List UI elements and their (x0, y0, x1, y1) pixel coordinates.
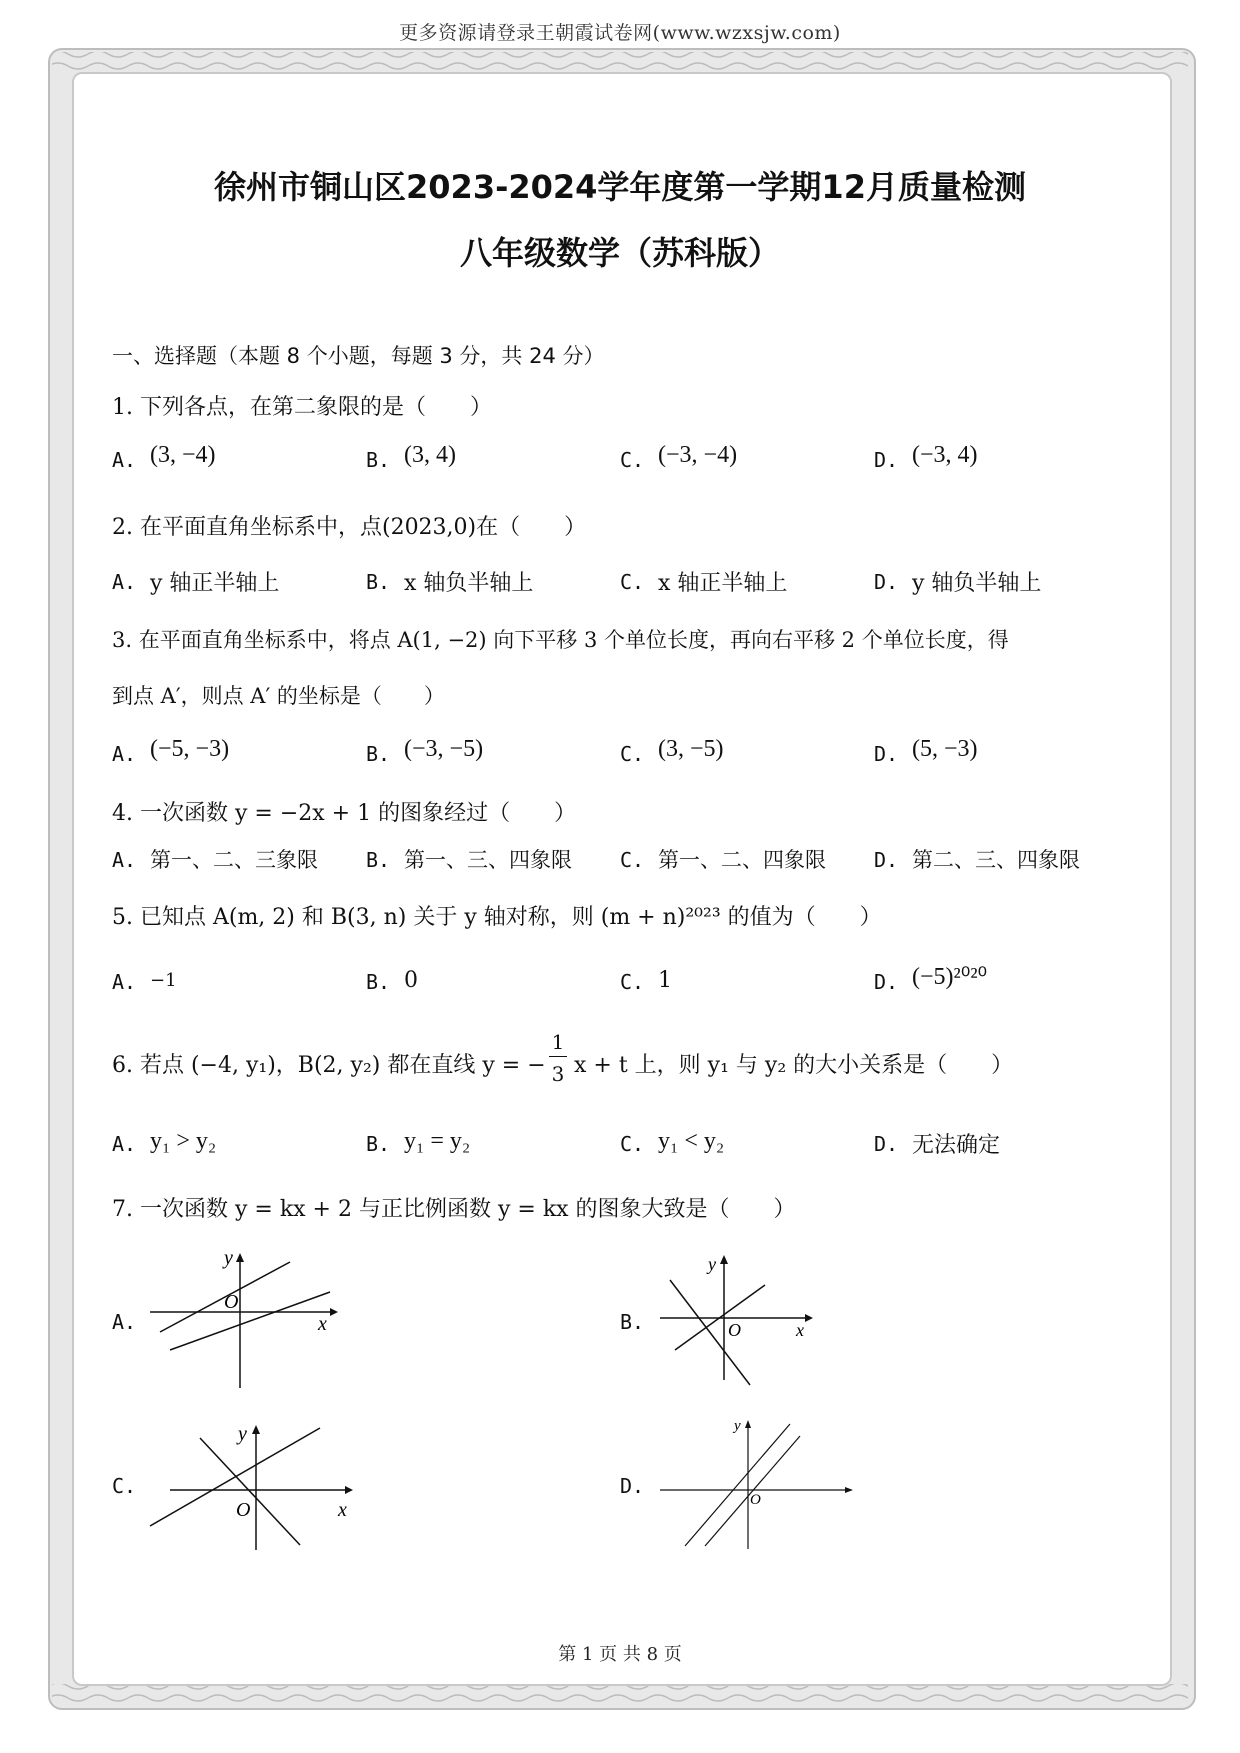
axis-label-y: y (708, 1254, 716, 1274)
question-6-stem-post: x + t 上，则 y₁ 与 y₂ 的大小关系是（ ） (574, 1053, 1014, 1078)
fraction-denominator: 3 (551, 1062, 565, 1086)
option-text: (−5, −3) (150, 736, 230, 762)
question-4-stem: 4. 一次函数 y = −2x + 1 的图象经过（ ） (112, 801, 577, 826)
origin-label: O (224, 1291, 239, 1313)
question-2-stem: 2. 在平面直角坐标系中，点(2023,0)在（ ） (112, 515, 587, 540)
option-letter: A. (112, 970, 137, 994)
question-7-stem: 7. 一次函数 y = kx + 2 与正比例函数 y = kx 的图象大致是（ ） (112, 1197, 796, 1222)
axis-label-y: y (238, 1423, 247, 1445)
option-letter: C. (620, 848, 645, 872)
option-letter: B. (366, 970, 391, 994)
axis-label-x: x (338, 1499, 347, 1521)
page-footer: 第 1 页 共 8 页 (558, 1644, 682, 1665)
option-text: x 轴正半轴上 (658, 571, 788, 596)
axis-label-y: y (224, 1250, 233, 1269)
option-text: (−5)²⁰²⁰ (912, 964, 988, 990)
option-letter: B. (620, 1310, 645, 1334)
option-letter: C. (620, 1132, 645, 1156)
option-text: −1 (150, 970, 177, 991)
section-heading: 一、选择题（本题 8 个小题，每题 3 分，共 24 分） (112, 344, 605, 368)
option-letter: A. (112, 448, 137, 472)
graph-option-b (650, 1250, 850, 1390)
option-text: (3, −5) (658, 736, 724, 762)
option-letter: C. (620, 970, 645, 994)
origin-label: O (750, 1492, 761, 1508)
option-text: 第一、二、四象限 (658, 848, 826, 872)
option-text: (−3, −5) (404, 736, 484, 762)
option-letter: D. (874, 448, 899, 472)
option-text: 第二、三、四象限 (912, 848, 1080, 872)
question-3-stem-line2: 到点 A′，则点 A′ 的坐标是（ ） (112, 684, 445, 708)
question-3-stem-line1: 3. 在平面直角坐标系中，将点 A(1, −2) 向下平移 3 个单位长度，再向右平移 2 个单位长度，得 (112, 628, 1009, 652)
graph-option-a (140, 1250, 340, 1390)
origin-label: O (728, 1320, 741, 1340)
option-text: y 轴正半轴上 (150, 571, 280, 596)
option-letter: C. (620, 742, 645, 766)
option-text: y 轴负半轴上 (912, 571, 1042, 596)
option-text: y₁ = y₂ (404, 1128, 471, 1154)
graph-option-c (140, 1420, 360, 1560)
axis-label-x: x (796, 1320, 804, 1340)
option-letter: B. (366, 570, 391, 594)
site-header: 更多资源请登录王朝霞试卷网(www.wzxsjw.com) (399, 22, 841, 44)
fraction-bar (549, 1056, 567, 1057)
question-1-stem: 1. 下列各点，在第二象限的是（ ） (112, 395, 492, 420)
option-text: y₁ > y₂ (150, 1128, 217, 1154)
option-text: (3, 4) (404, 442, 456, 468)
option-letter: A. (112, 1132, 137, 1156)
axis-label-y: y (734, 1418, 741, 1434)
option-letter: C. (620, 448, 645, 472)
option-text: y₁ < y₂ (658, 1128, 725, 1154)
option-letter: B. (366, 1132, 391, 1156)
option-letter: C. (112, 1474, 137, 1498)
graph-option-d (650, 1414, 860, 1554)
option-letter: A. (112, 742, 137, 766)
option-text: (3, −4) (150, 442, 216, 468)
option-letter: A. (112, 1310, 137, 1334)
option-letter: B. (366, 742, 391, 766)
question-6-stem-pre: 6. 若点 (−4, y₁)，B(2, y₂) 都在直线 y = − (112, 1053, 546, 1078)
exam-title: 徐州市铜山区2023-2024学年度第一学期12月质量检测 (214, 168, 1026, 206)
option-letter: C. (620, 570, 645, 594)
option-letter: D. (874, 570, 899, 594)
exam-subtitle: 八年级数学（苏科版） (459, 234, 780, 272)
option-text: (−3, −4) (658, 442, 738, 468)
option-letter: A. (112, 848, 137, 872)
option-letter: B. (366, 448, 391, 472)
option-text: (5, −3) (912, 736, 978, 762)
option-letter: D. (874, 970, 899, 994)
option-text: 第一、三、四象限 (404, 848, 572, 872)
question-5-stem: 5. 已知点 A(m, 2) 和 B(3, n) 关于 y 轴对称，则 (m + n)²⁰²³ 的值为（ ） (112, 905, 882, 930)
origin-label: O (236, 1499, 251, 1521)
option-text: 1 (658, 968, 672, 993)
axis-label-x: x (318, 1313, 327, 1335)
option-letter: D. (620, 1474, 645, 1498)
option-text: (−3, 4) (912, 442, 978, 468)
option-text: x 轴负半轴上 (404, 571, 534, 596)
option-letter: D. (874, 1132, 899, 1156)
option-letter: A. (112, 570, 137, 594)
option-text: 0 (404, 968, 418, 993)
option-letter: D. (874, 848, 899, 872)
option-letter: B. (366, 848, 391, 872)
fraction-numerator: 1 (551, 1030, 565, 1054)
option-letter: D. (874, 742, 899, 766)
option-text: 无法确定 (912, 1133, 1001, 1158)
option-text: 第一、二、三象限 (150, 848, 318, 872)
